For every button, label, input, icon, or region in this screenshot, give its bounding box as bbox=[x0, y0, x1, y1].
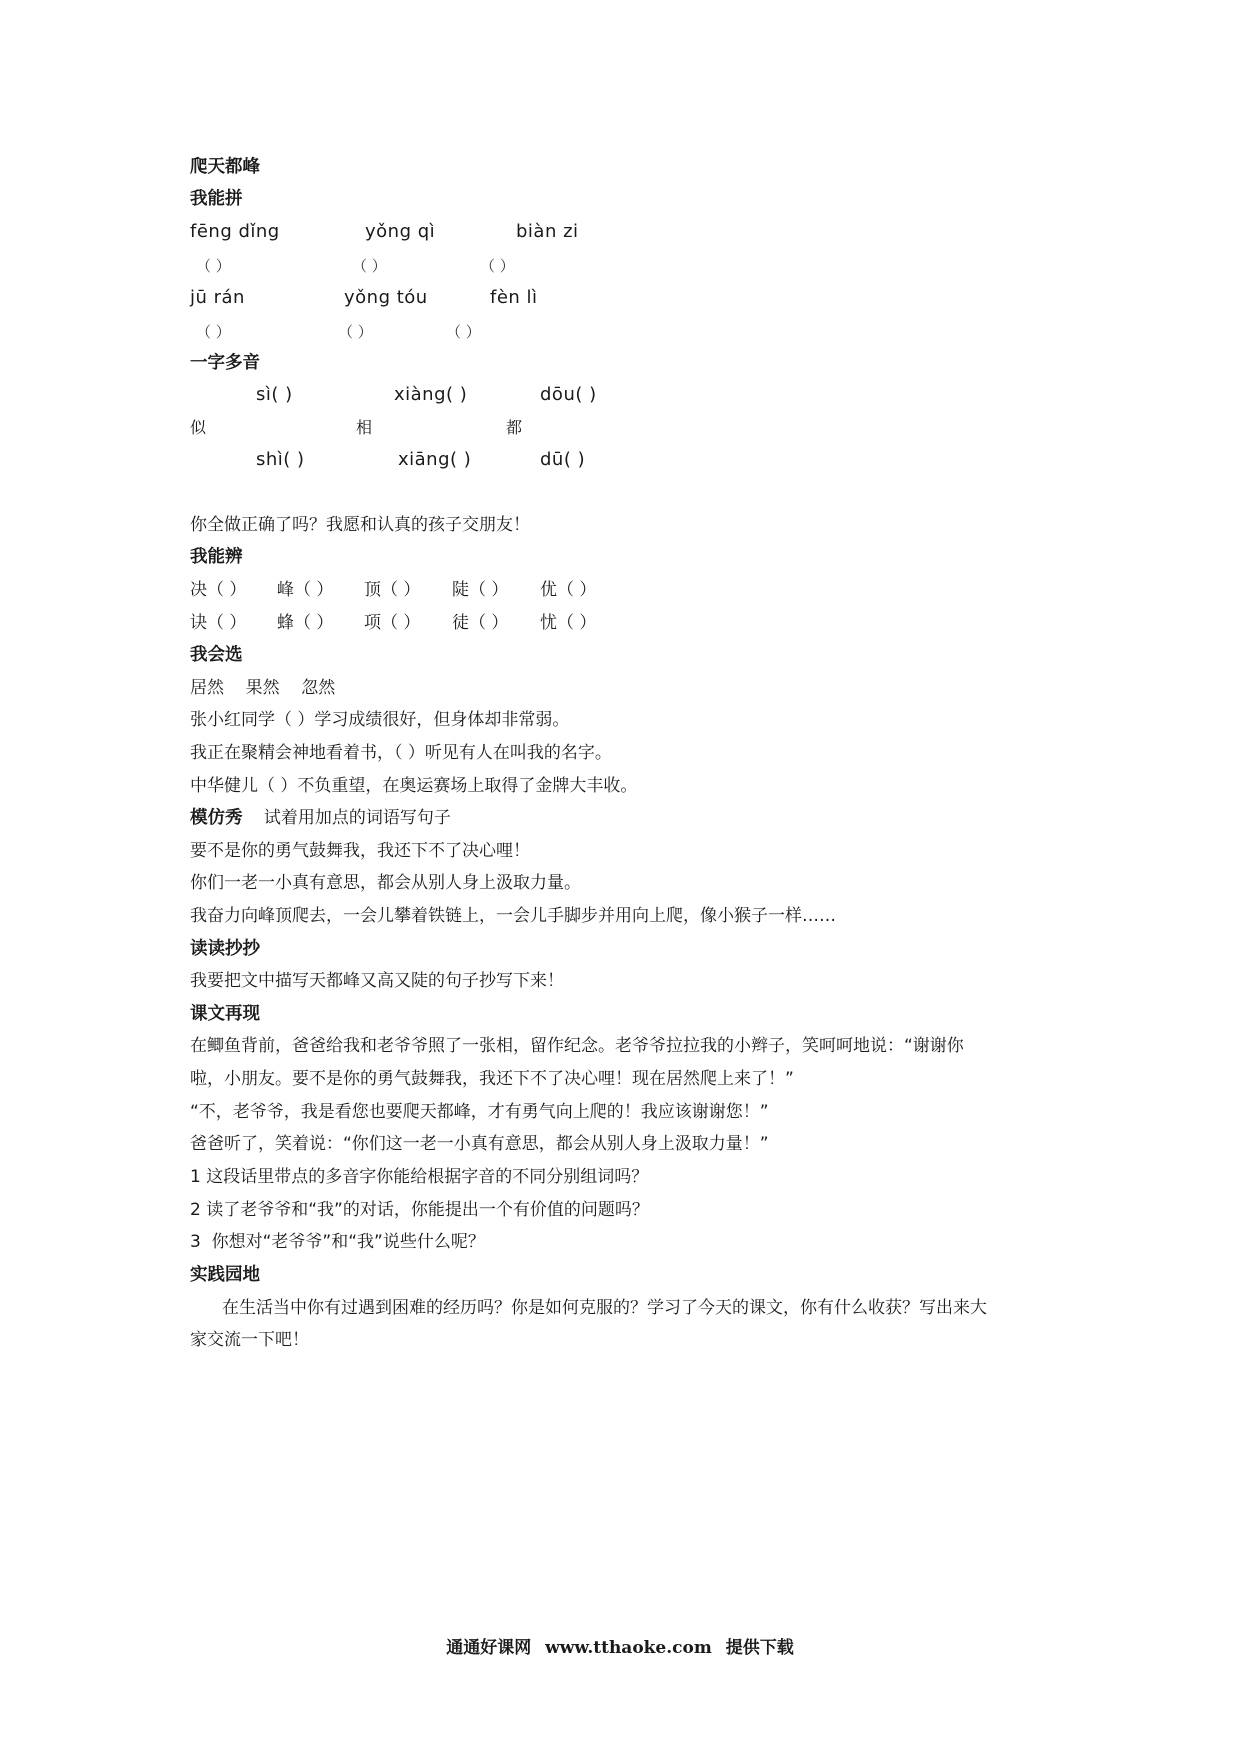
pinyin-heading: 我能拼 bbox=[190, 189, 243, 209]
polyphone-reading: dōu( ) bbox=[540, 384, 597, 405]
imitate-sentence: 你们一老一小真有意思，都会从别人身上汲取力量。 bbox=[190, 873, 581, 893]
answer-blank: （ ） bbox=[352, 257, 387, 275]
pinyin-item: fēng dǐng bbox=[190, 221, 280, 242]
page-title: 爬天都峰 bbox=[190, 157, 260, 177]
polyphone-reading: dū( ) bbox=[540, 449, 586, 470]
pinyin-item: jū rán bbox=[190, 287, 245, 308]
polyphone-char: 相 bbox=[356, 418, 373, 437]
text-paragraph-line: “不，老爷爷，我是看您也要爬天都峰，才有勇气向上爬的！我应该谢谢您！” bbox=[190, 1102, 769, 1122]
distinguish-item: 决（ ） bbox=[190, 580, 247, 600]
distinguish-item: 顶（ ） bbox=[364, 580, 421, 600]
page-footer bbox=[0, 1633, 1240, 1658]
polyphone-heading: 一字多音 bbox=[190, 353, 260, 373]
distinguish-item: 忧（ ） bbox=[540, 613, 597, 633]
practice-text-line: 家交流一下吧！ bbox=[190, 1330, 309, 1350]
question-item: 2 读了老爷爷和“我”的对话，你能提出一个有价值的问题吗？ bbox=[190, 1200, 649, 1220]
answer-blank: （ ） bbox=[196, 257, 231, 275]
pinyin-item: fèn lì bbox=[490, 287, 538, 308]
polyphone-reading: sì( ) bbox=[256, 384, 293, 405]
imitate-sentence: 我奋力向峰顶爬去，一会儿攀着铁链上，一会儿手脚步并用向上爬，像小猴子一样…… bbox=[190, 906, 836, 926]
distinguish-heading: 我能辨 bbox=[190, 547, 243, 567]
footer-url[interactable]: www.tthaoke.com bbox=[545, 1638, 712, 1658]
choose-heading: 我会选 bbox=[190, 645, 243, 665]
practice-heading: 实践园地 bbox=[190, 1265, 260, 1285]
distinguish-item: 优（ ） bbox=[540, 580, 597, 600]
copy-text: 我要把文中描写天都峰又高又陡的句子抄写下来！ bbox=[190, 971, 564, 991]
question-item: 1 这段话里带点的多音字你能给根据字音的不同分别组词吗？ bbox=[190, 1167, 649, 1187]
answer-blank: （ ） bbox=[480, 257, 515, 275]
footer-suffix: 提供下载 bbox=[725, 1638, 794, 1658]
polyphone-reading: shì( ) bbox=[256, 449, 305, 470]
distinguish-item: 陡（ ） bbox=[452, 580, 509, 600]
distinguish-item: 徒（ ） bbox=[452, 613, 509, 633]
text-paragraph-line: 爸爸听了，笑着说：“你们这一老一小真有意思，都会从别人身上汲取力量！” bbox=[190, 1134, 769, 1154]
imitate-instruction: 试着用加点的词语写句子 bbox=[263, 808, 451, 828]
copy-heading: 读读抄抄 bbox=[190, 939, 260, 959]
choose-sentence: 我正在聚精会神地看着书，（ ）听见有人在叫我的名字。 bbox=[190, 743, 612, 763]
imitate-sentence: 要不是你的勇气鼓舞我，我还下不了决心哩！ bbox=[190, 841, 530, 861]
pinyin-item: yǒng qì bbox=[365, 221, 436, 242]
text-paragraph-line: 啦，小朋友。要不是你的勇气鼓舞我，我还下不了决心哩！现在居然爬上来了！” bbox=[190, 1069, 794, 1089]
footer-site-name: 通通好课网 bbox=[446, 1638, 532, 1658]
polyphone-char: 似 bbox=[190, 418, 207, 437]
practice-text-line: 在生活当中你有过遇到困难的经历吗？你是如何克服的？学习了今天的课文，你有什么收获？写出来大 bbox=[222, 1298, 987, 1318]
imitate-heading: 模仿秀 bbox=[190, 808, 243, 828]
text-heading: 课文再现 bbox=[190, 1004, 260, 1024]
choose-sentence: 张小红同学（ ）学习成绩很好，但身体却非常弱。 bbox=[190, 710, 570, 730]
encouragement-text: 你全做正确了吗？我愿和认真的孩子交朋友！ bbox=[190, 515, 530, 535]
polyphone-reading: xiāng( ) bbox=[398, 449, 472, 470]
text-paragraph-line: 在鲫鱼背前，爸爸给我和老爷爷照了一张相，留作纪念。老爷爷拉拉我的小辫子，笑呵呵地说：“谢谢你 bbox=[190, 1036, 964, 1056]
answer-blank: （ ） bbox=[196, 323, 231, 341]
distinguish-item: 峰（ ） bbox=[277, 580, 334, 600]
distinguish-item: 诀（ ） bbox=[190, 613, 247, 633]
choose-sentence: 中华健儿（ ）不负重望，在奥运赛场上取得了金牌大丰收。 bbox=[190, 776, 638, 796]
answer-blank: （ ） bbox=[446, 323, 481, 341]
polyphone-reading: xiàng( ) bbox=[394, 384, 468, 405]
pinyin-item: yǒng tóu bbox=[344, 287, 428, 308]
imitate-heading-row bbox=[190, 806, 451, 830]
distinguish-item: 项（ ） bbox=[364, 613, 421, 633]
choose-options: 居然 果然 忽然 bbox=[190, 678, 336, 698]
answer-blank: （ ） bbox=[338, 323, 373, 341]
distinguish-item: 蜂（ ） bbox=[277, 613, 334, 633]
polyphone-char: 都 bbox=[506, 418, 523, 437]
question-item: 3 你想对“老爷爷”和“我”说些什么呢？ bbox=[190, 1232, 485, 1252]
pinyin-item: biàn zi bbox=[516, 221, 579, 242]
